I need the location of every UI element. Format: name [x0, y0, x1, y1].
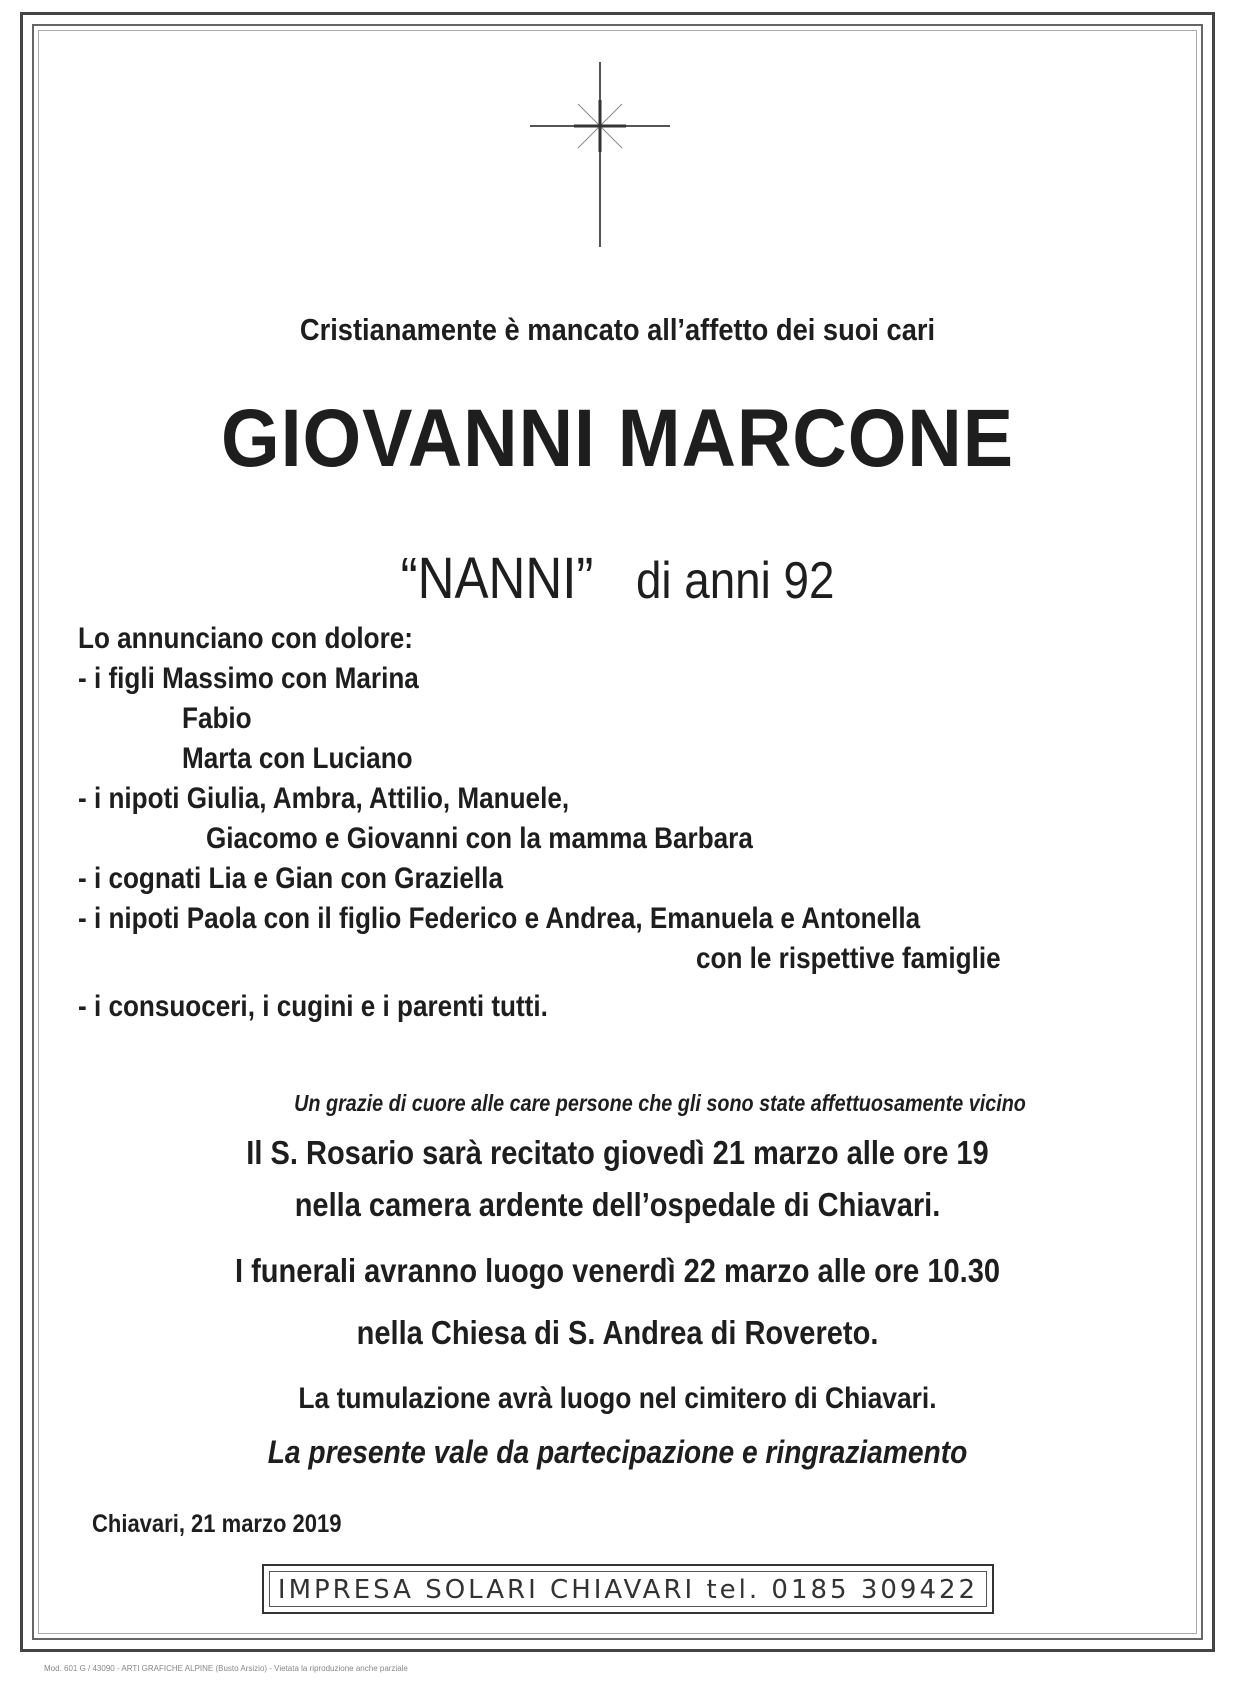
cross-icon	[530, 62, 670, 272]
mourner-line: - i nipoti Giulia, Ambra, Attilio, Manuele,	[78, 782, 570, 815]
mourner-line: - i cognati Lia e Gian con Graziella	[78, 862, 503, 895]
deceased-name: GIOVANNI MARCONE	[221, 393, 1014, 484]
company-text: IMPRESA SOLARI CHIAVARI tel. 0185 309422	[269, 1571, 987, 1607]
nickname: “NANNI”	[400, 546, 594, 611]
mourner-line: Fabio	[182, 702, 252, 735]
mourner-line: con le rispettive famiglie	[696, 942, 1001, 975]
mourner-line: Giacomo e Giovanni con la mamma Barbara	[206, 822, 753, 855]
closing-text: La presente vale da partecipazione e ringraziamento	[267, 1434, 968, 1470]
burial-text: La tumulazione avrà luogo nel cimitero di Chiavari.	[298, 1382, 937, 1415]
mourner-line: - i nipoti Paola con il figlio Federico e Andrea, Emanuela e Antonella	[78, 902, 921, 935]
nickname-age	[92, 545, 1144, 612]
date-text: Chiavari, 21 marzo 2019	[92, 1510, 342, 1538]
intro-text: Cristianamente è mancato all’affetto dei suoi cari	[299, 312, 936, 347]
funeral-line-2: nella Chiesa di S. Andrea di Rovereto.	[356, 1314, 879, 1351]
mourner-line: Marta con Luciano	[182, 742, 413, 775]
mourners-heading: Lo annunciano con dolore:	[78, 622, 413, 655]
footer-text: Mod. 601 G / 43090 - ARTI GRAFICHE ALPINE (Busto Arsizio) - Vietata la riproduzione anche parziale	[44, 1664, 408, 1673]
company-box	[262, 1564, 994, 1614]
thanks-text: Un grazie di cuore alle care persone che gli sono state affettuosamente vicino	[294, 1090, 1026, 1116]
rosary-line-1: Il S. Rosario sarà recitato giovedì 21 marzo alle ore 19	[246, 1134, 989, 1171]
mourner-line: - i consuoceri, i cugini e i parenti tutti.	[78, 990, 548, 1023]
age: di anni 92	[635, 552, 835, 610]
rosary-line-2: nella camera ardente dell’ospedale di Chiavari.	[294, 1186, 941, 1223]
funeral-line-1: I funerali avranno luogo venerdì 22 marzo alle ore 10.30	[235, 1252, 1000, 1289]
mourner-line: - i figli Massimo con Marina	[78, 662, 419, 695]
